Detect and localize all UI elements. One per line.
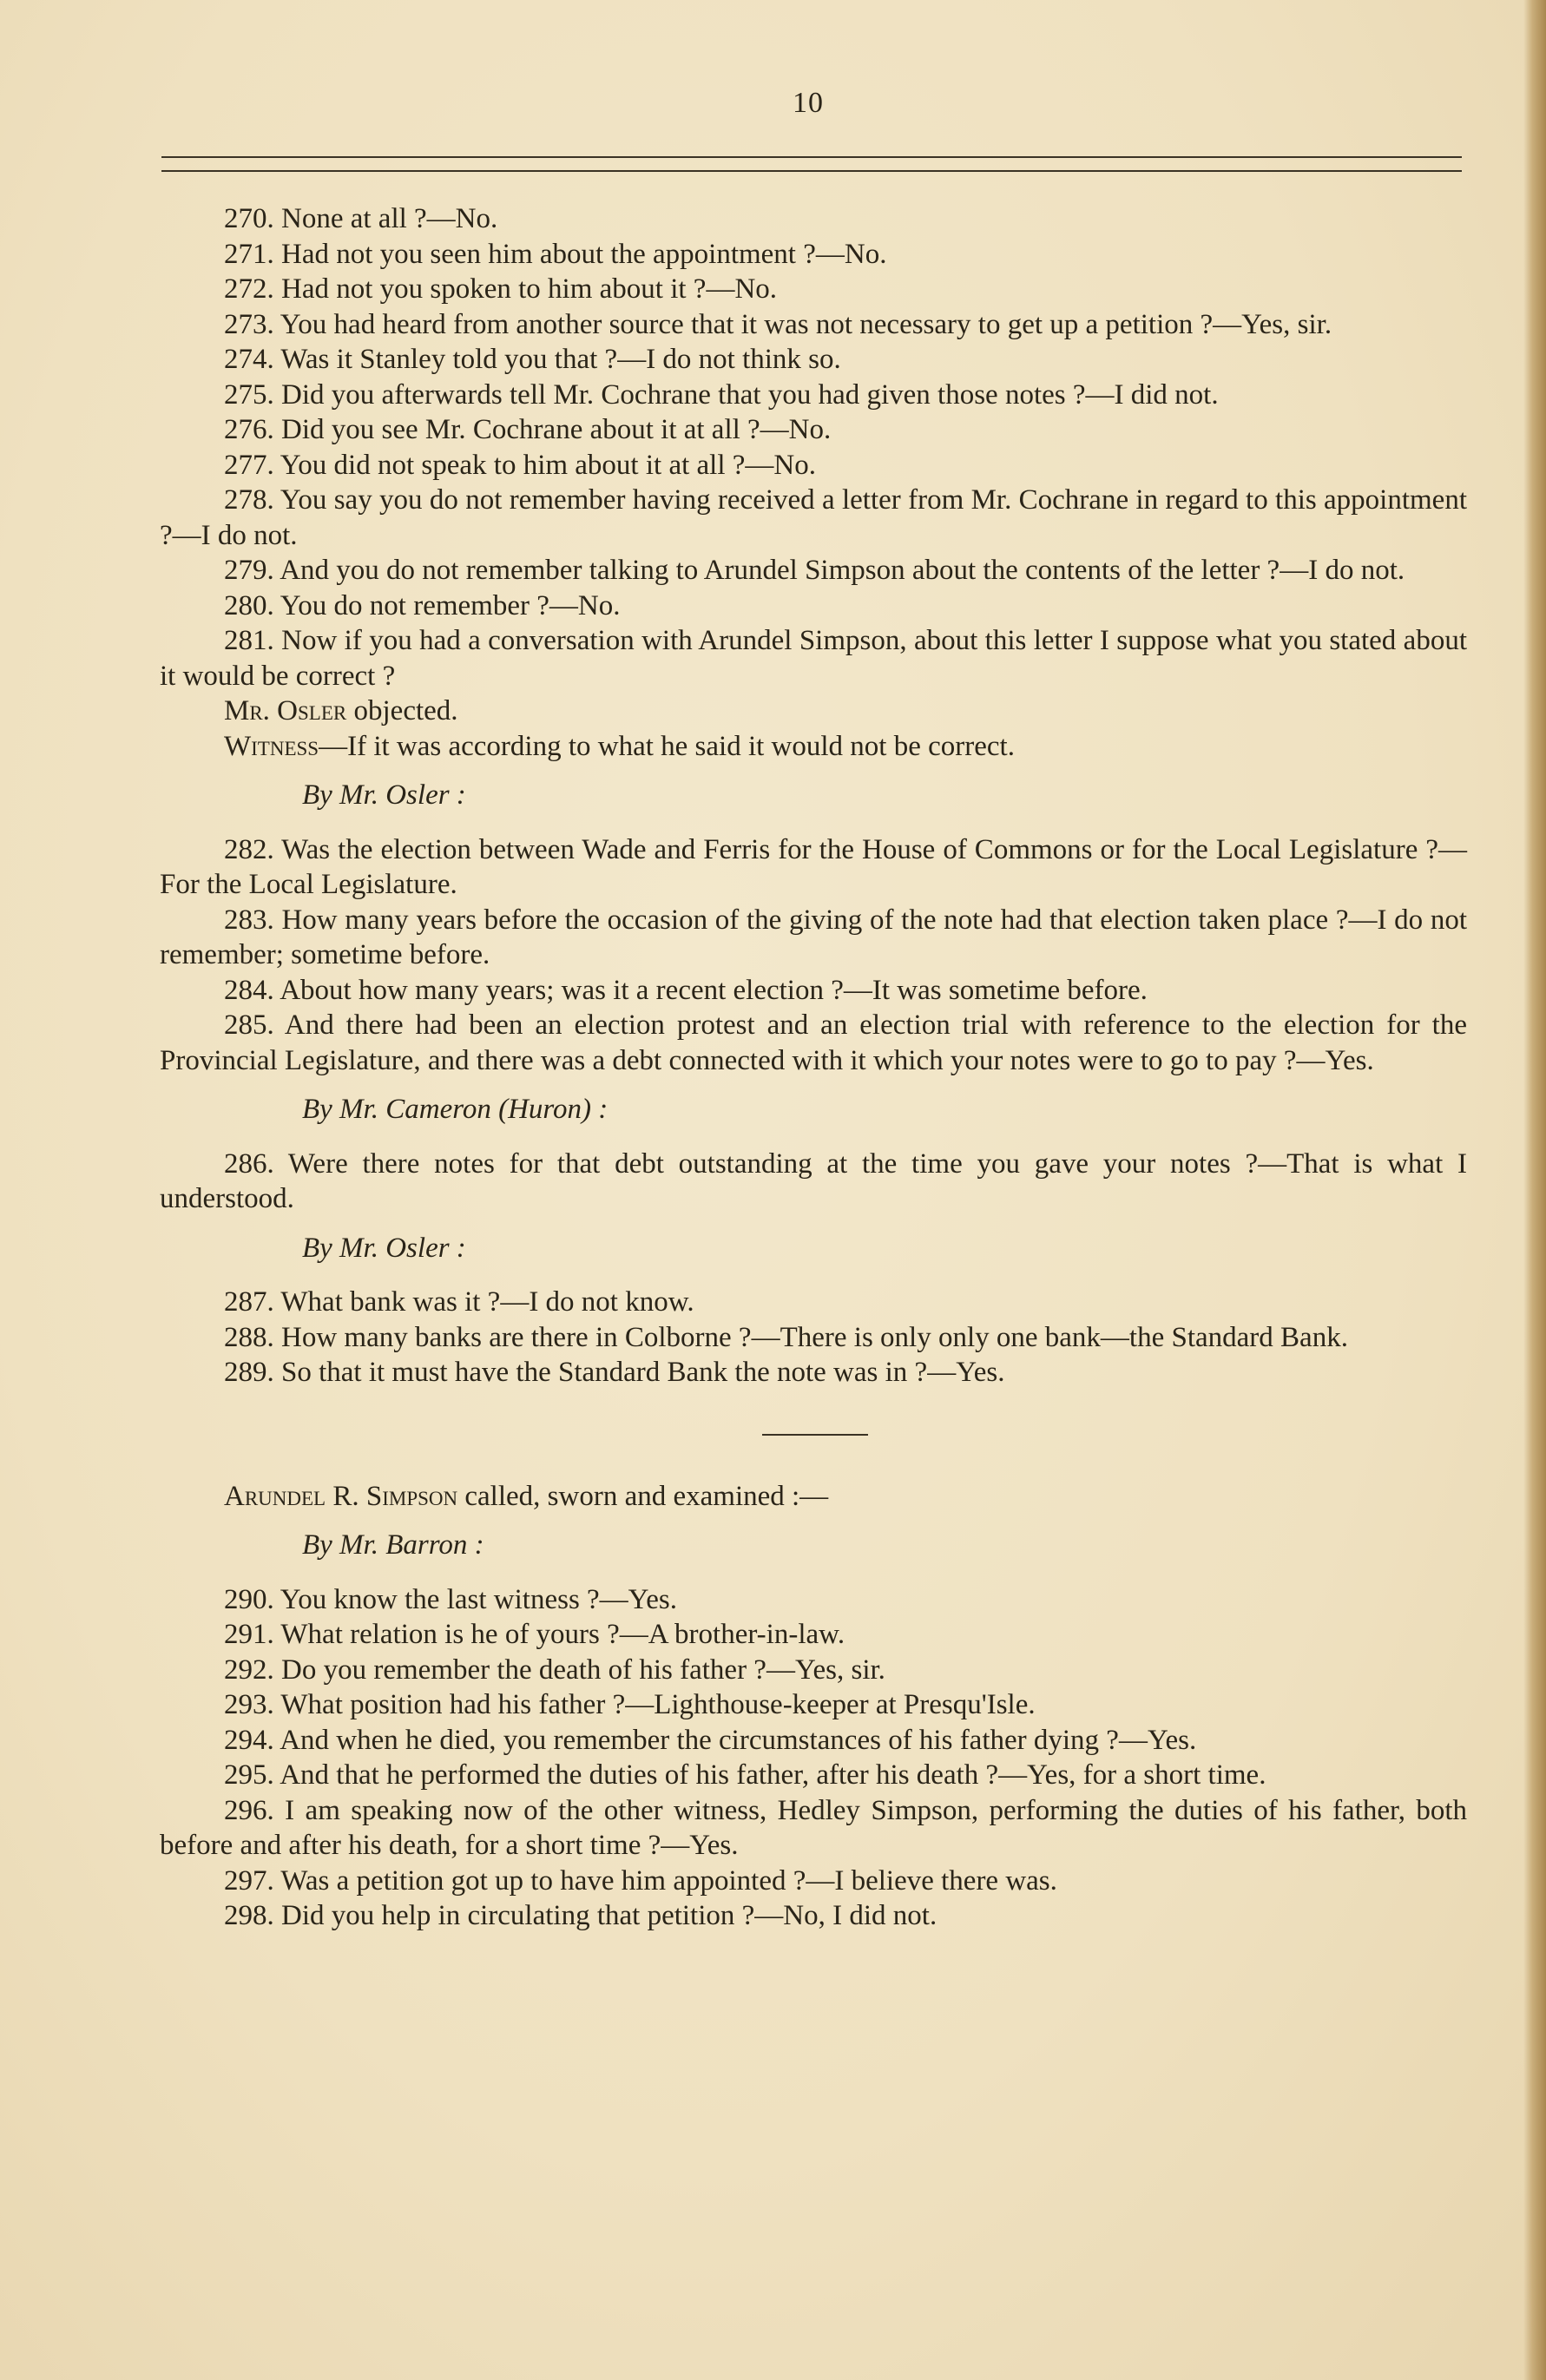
question-number: 271. [224, 238, 274, 270]
question-number: 289. [224, 1357, 274, 1388]
question-number: 272. [224, 273, 274, 305]
question-number: 274. [224, 344, 274, 375]
question-text: Did you afterwards tell Mr. Cochrane that you had given those notes ?—I did not. [281, 378, 1219, 411]
examiner-heading: By Mr. Osler : [302, 779, 466, 811]
question-number: 294. [224, 1724, 274, 1756]
question-number: 292. [224, 1654, 274, 1686]
question-286 [160, 1147, 1467, 1217]
question-number: 298. [224, 1900, 274, 1931]
question-294 [160, 1723, 1467, 1759]
witness-name: Arundel R. Simpson [224, 1480, 458, 1512]
question-text: Did you see Mr. Cochrane about it at all ?—No. [281, 414, 832, 445]
objection-line [160, 694, 1467, 729]
question-277 [160, 448, 1467, 483]
question-275 [160, 378, 1467, 413]
question-text: Had not you seen him about the appointment ?—No. [281, 238, 887, 270]
question-number: 282. [224, 833, 274, 865]
objection-text: objected. [346, 695, 458, 726]
question-number: 273. [224, 308, 274, 340]
question-number: 279. [224, 555, 274, 586]
question-text: You do not remember ?—No. [280, 589, 621, 621]
question-text: About how many years; was it a recent election ?—It was sometime before. [280, 974, 1148, 1006]
question-text: And that he performed the duties of his father, after his death ?—Yes, for a short time. [280, 1759, 1266, 1791]
question-297 [160, 1864, 1467, 1899]
question-284 [160, 973, 1467, 1009]
question-text: You had heard from another source that it was not necessary to get up a petition ?—Yes, sir. [280, 308, 1332, 340]
question-text: And there had been an election protest and an election trial with reference to the election for the Provincial Legislature, and there was a debt connected with it which your notes were to go to pay ?—Yes. [160, 1009, 1467, 1076]
witness-called-line [160, 1479, 1467, 1515]
called-text: called, sworn and examined :— [457, 1480, 829, 1512]
question-number: 284. [224, 974, 274, 1006]
question-296 [160, 1793, 1467, 1864]
question-291 [160, 1617, 1467, 1653]
question-278 [160, 483, 1467, 553]
question-text: What position had his father ?—Lighthouse-keeper at Presqu'Isle. [280, 1689, 1036, 1720]
question-272 [160, 272, 1467, 307]
question-280 [160, 588, 1467, 624]
question-text: None at all ?—No. [281, 203, 498, 234]
question-group-1 [160, 201, 1467, 764]
question-number: 280. [224, 589, 274, 621]
question-text: What relation is he of yours ?—A brother-in-law. [280, 1619, 845, 1650]
question-number: 278. [224, 484, 274, 516]
section-divider [762, 1434, 868, 1436]
question-text: You did not speak to him about it at all ?—No. [280, 449, 816, 481]
objection-speaker: Mr. Osler [224, 695, 347, 726]
question-271 [160, 237, 1467, 273]
question-text: Now if you had a conversation with Arundel Simpson, about this letter I suppose what you stated about it would be correct ? [160, 625, 1468, 692]
question-287 [160, 1285, 1467, 1320]
question-276 [160, 412, 1467, 448]
question-295 [160, 1758, 1467, 1793]
witness-remark [160, 729, 1467, 765]
question-text: I am speaking now of the other witness, Hedley Simpson, performing the duties of his father, both before and after his death, for a short time ?—Yes. [160, 1794, 1468, 1861]
question-text: What bank was it ?—I do not know. [280, 1286, 694, 1318]
question-number: 281. [224, 625, 274, 656]
question-number: 285. [224, 1009, 274, 1041]
question-279 [160, 553, 1467, 588]
question-text: Were there notes for that debt outstanding at the time you gave your notes ?—That is what I understood. [160, 1147, 1467, 1214]
question-270 [160, 201, 1467, 237]
question-number: 293. [224, 1689, 274, 1720]
examiner-heading: By Mr. Osler : [302, 1232, 466, 1264]
question-text: And when he died, you remember the circumstances of his father dying ?—Yes. [280, 1724, 1197, 1756]
question-number: 286. [224, 1147, 274, 1180]
question-text: So that it must have the Standard Bank the note was in ?—Yes. [281, 1357, 1005, 1388]
question-274 [160, 342, 1467, 378]
question-number: 288. [224, 1321, 274, 1353]
question-273 [160, 307, 1467, 343]
examiner-heading: By Mr. Barron : [302, 1529, 484, 1561]
question-290 [160, 1582, 1467, 1618]
question-group-5 [160, 1582, 1467, 1934]
double-rule [161, 156, 1462, 172]
question-number: 297. [224, 1864, 274, 1897]
question-number: 283. [224, 904, 274, 936]
question-group-3 [160, 1147, 1467, 1217]
question-text: Was the election between Wade and Ferris for the House of Commons or for the Local Legislature ?—For the Local Legislature. [160, 833, 1467, 900]
question-293 [160, 1687, 1467, 1723]
question-text: Was it Stanley told you that ?—I do not think so. [280, 344, 841, 375]
question-text: Do you remember the death of his father ?—Yes, sir. [281, 1654, 885, 1686]
question-281 [160, 623, 1467, 694]
witness-speaker: Witness [224, 730, 319, 762]
question-group-4 [160, 1285, 1467, 1391]
question-number: 270. [224, 203, 274, 234]
question-282 [160, 832, 1467, 903]
page-edge-shadow [1523, 0, 1546, 2380]
question-text: How many banks are there in Colborne ?—There is only only one bank—the Standard Bank. [281, 1321, 1348, 1353]
question-number: 277. [224, 449, 274, 481]
question-number: 295. [224, 1759, 274, 1791]
question-number: 290. [224, 1583, 274, 1615]
question-283 [160, 903, 1467, 973]
question-text: Had not you spoken to him about it ?—No. [281, 273, 778, 305]
question-number: 275. [224, 378, 274, 411]
question-number: 291. [224, 1619, 274, 1650]
question-text: You say you do not remember having received a letter from Mr. Cochrane in regard to this appointment ?—I do not. [160, 484, 1467, 551]
question-number: 276. [224, 414, 274, 445]
question-number: 296. [224, 1794, 274, 1826]
examiner-heading: By Mr. Cameron (Huron) : [302, 1094, 609, 1125]
question-text: Did you help in circulating that petition ?—No, I did not. [281, 1900, 937, 1931]
question-text: Was a petition got up to have him appointed ?—I believe there was. [280, 1864, 1057, 1897]
question-285 [160, 1008, 1467, 1078]
question-298 [160, 1898, 1467, 1934]
question-number: 287. [224, 1286, 274, 1318]
witness-remark-text: —If it was according to what he said it would not be correct. [319, 730, 1015, 762]
question-292 [160, 1653, 1467, 1688]
document-body [160, 201, 1467, 1934]
question-text: How many years before the occasion of the giving of the note had that election taken place ?—I do not remember; sometime before. [160, 904, 1468, 970]
question-289 [160, 1355, 1467, 1391]
page-number: 10 [793, 87, 824, 119]
question-text: And you do not remember talking to Arundel Simpson about the contents of the letter ?—I do not. [280, 555, 1405, 586]
question-288 [160, 1320, 1467, 1356]
question-group-2 [160, 832, 1467, 1079]
question-text: You know the last witness ?—Yes. [280, 1583, 677, 1615]
